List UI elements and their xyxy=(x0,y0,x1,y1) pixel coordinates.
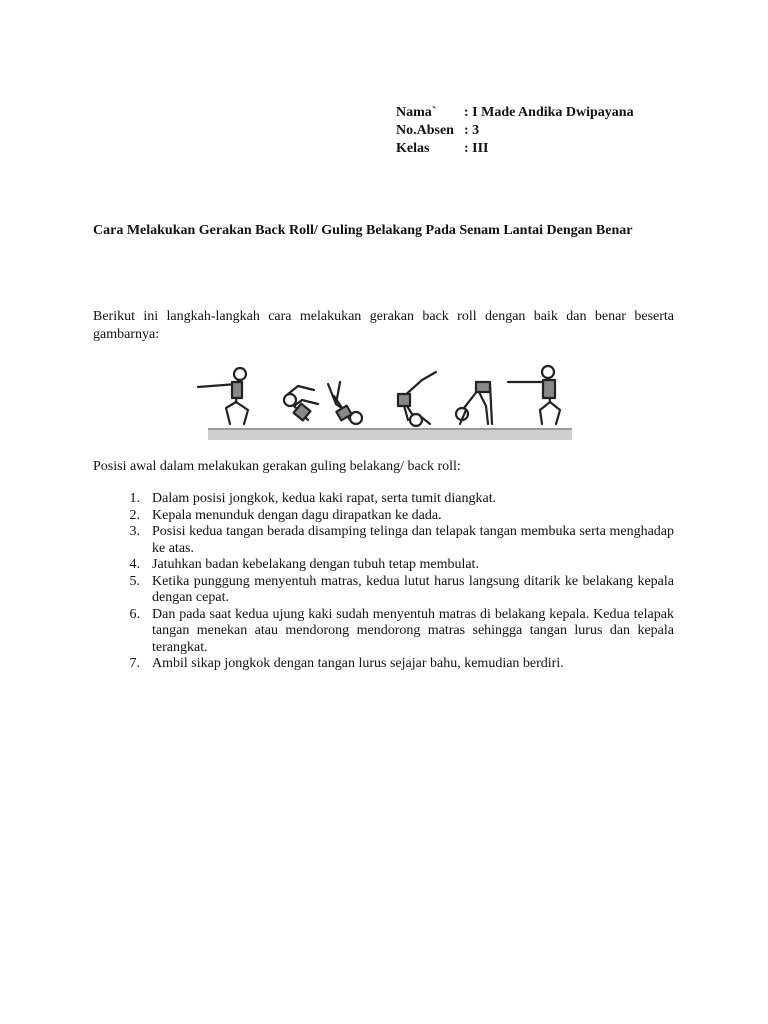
step-number: 1. xyxy=(129,491,140,506)
kelas-value: : III xyxy=(464,141,489,156)
list-item xyxy=(93,557,674,574)
absen-row xyxy=(396,122,634,140)
list-item xyxy=(93,508,674,525)
step-number: 6. xyxy=(129,606,140,622)
step-text: Ketika punggung menyentuh matras, kedua lutut harus langsung ditarik ke belakang kepala dengan cepat. xyxy=(152,573,674,605)
steps-heading: Posisi awal dalam melakukan gerakan guling belakang/ back roll: xyxy=(93,459,461,474)
list-item xyxy=(93,607,674,657)
step-number: 7. xyxy=(129,656,140,671)
document-title: Cara Melakukan Gerakan Back Roll/ Guling Belakang Pada Senam Lantai Dengan Benar xyxy=(93,223,633,238)
steps-list xyxy=(93,491,674,673)
list-item xyxy=(93,656,674,673)
absen-label: No.Absen xyxy=(396,123,454,138)
step-text: Kepala menunduk dengan dagu dirapatkan ke dada. xyxy=(152,507,442,523)
name-value: : I Made Andika Dwipayana xyxy=(464,105,634,120)
absen-value: : 3 xyxy=(464,123,480,138)
name-row xyxy=(396,104,634,122)
name-label: Nama` xyxy=(396,105,437,120)
step-text: Dan pada saat kedua ujung kaki sudah menyentuh matras di belakang kepala. Kedua telapak tangan menekan atau mendorong mendorong matras sehingga tangan lurus dan kepala terangkat. xyxy=(152,606,674,655)
step-text: Ambil sikap jongkok dengan tangan lurus sejajar bahu, kemudian berdiri. xyxy=(152,656,564,671)
step-number: 5. xyxy=(129,573,140,589)
student-info xyxy=(396,104,634,158)
step-text: Jatuhkan badan kebelakang dengan tubuh tetap membulat. xyxy=(152,557,479,572)
step-text: Dalam posisi jongkok, kedua kaki rapat, serta tumit diangkat. xyxy=(152,491,497,506)
step-number: 4. xyxy=(129,557,140,572)
list-item xyxy=(93,491,674,508)
list-item xyxy=(93,574,674,607)
kelas-label: Kelas xyxy=(396,141,430,156)
kelas-row xyxy=(396,140,634,158)
step-number: 3. xyxy=(129,524,140,539)
intro-paragraph: Berikut ini langkah-langkah cara melakukan gerakan back roll dengan baik dan benar beserta gambarnya: xyxy=(93,309,674,342)
list-item xyxy=(93,524,674,557)
back-roll-sequence-illustration xyxy=(190,358,582,446)
step-text: Posisi kedua tangan berada disamping telinga dan telapak tangan membuka serta menghadap ke atas. xyxy=(152,524,674,556)
step-number: 2. xyxy=(129,507,140,523)
